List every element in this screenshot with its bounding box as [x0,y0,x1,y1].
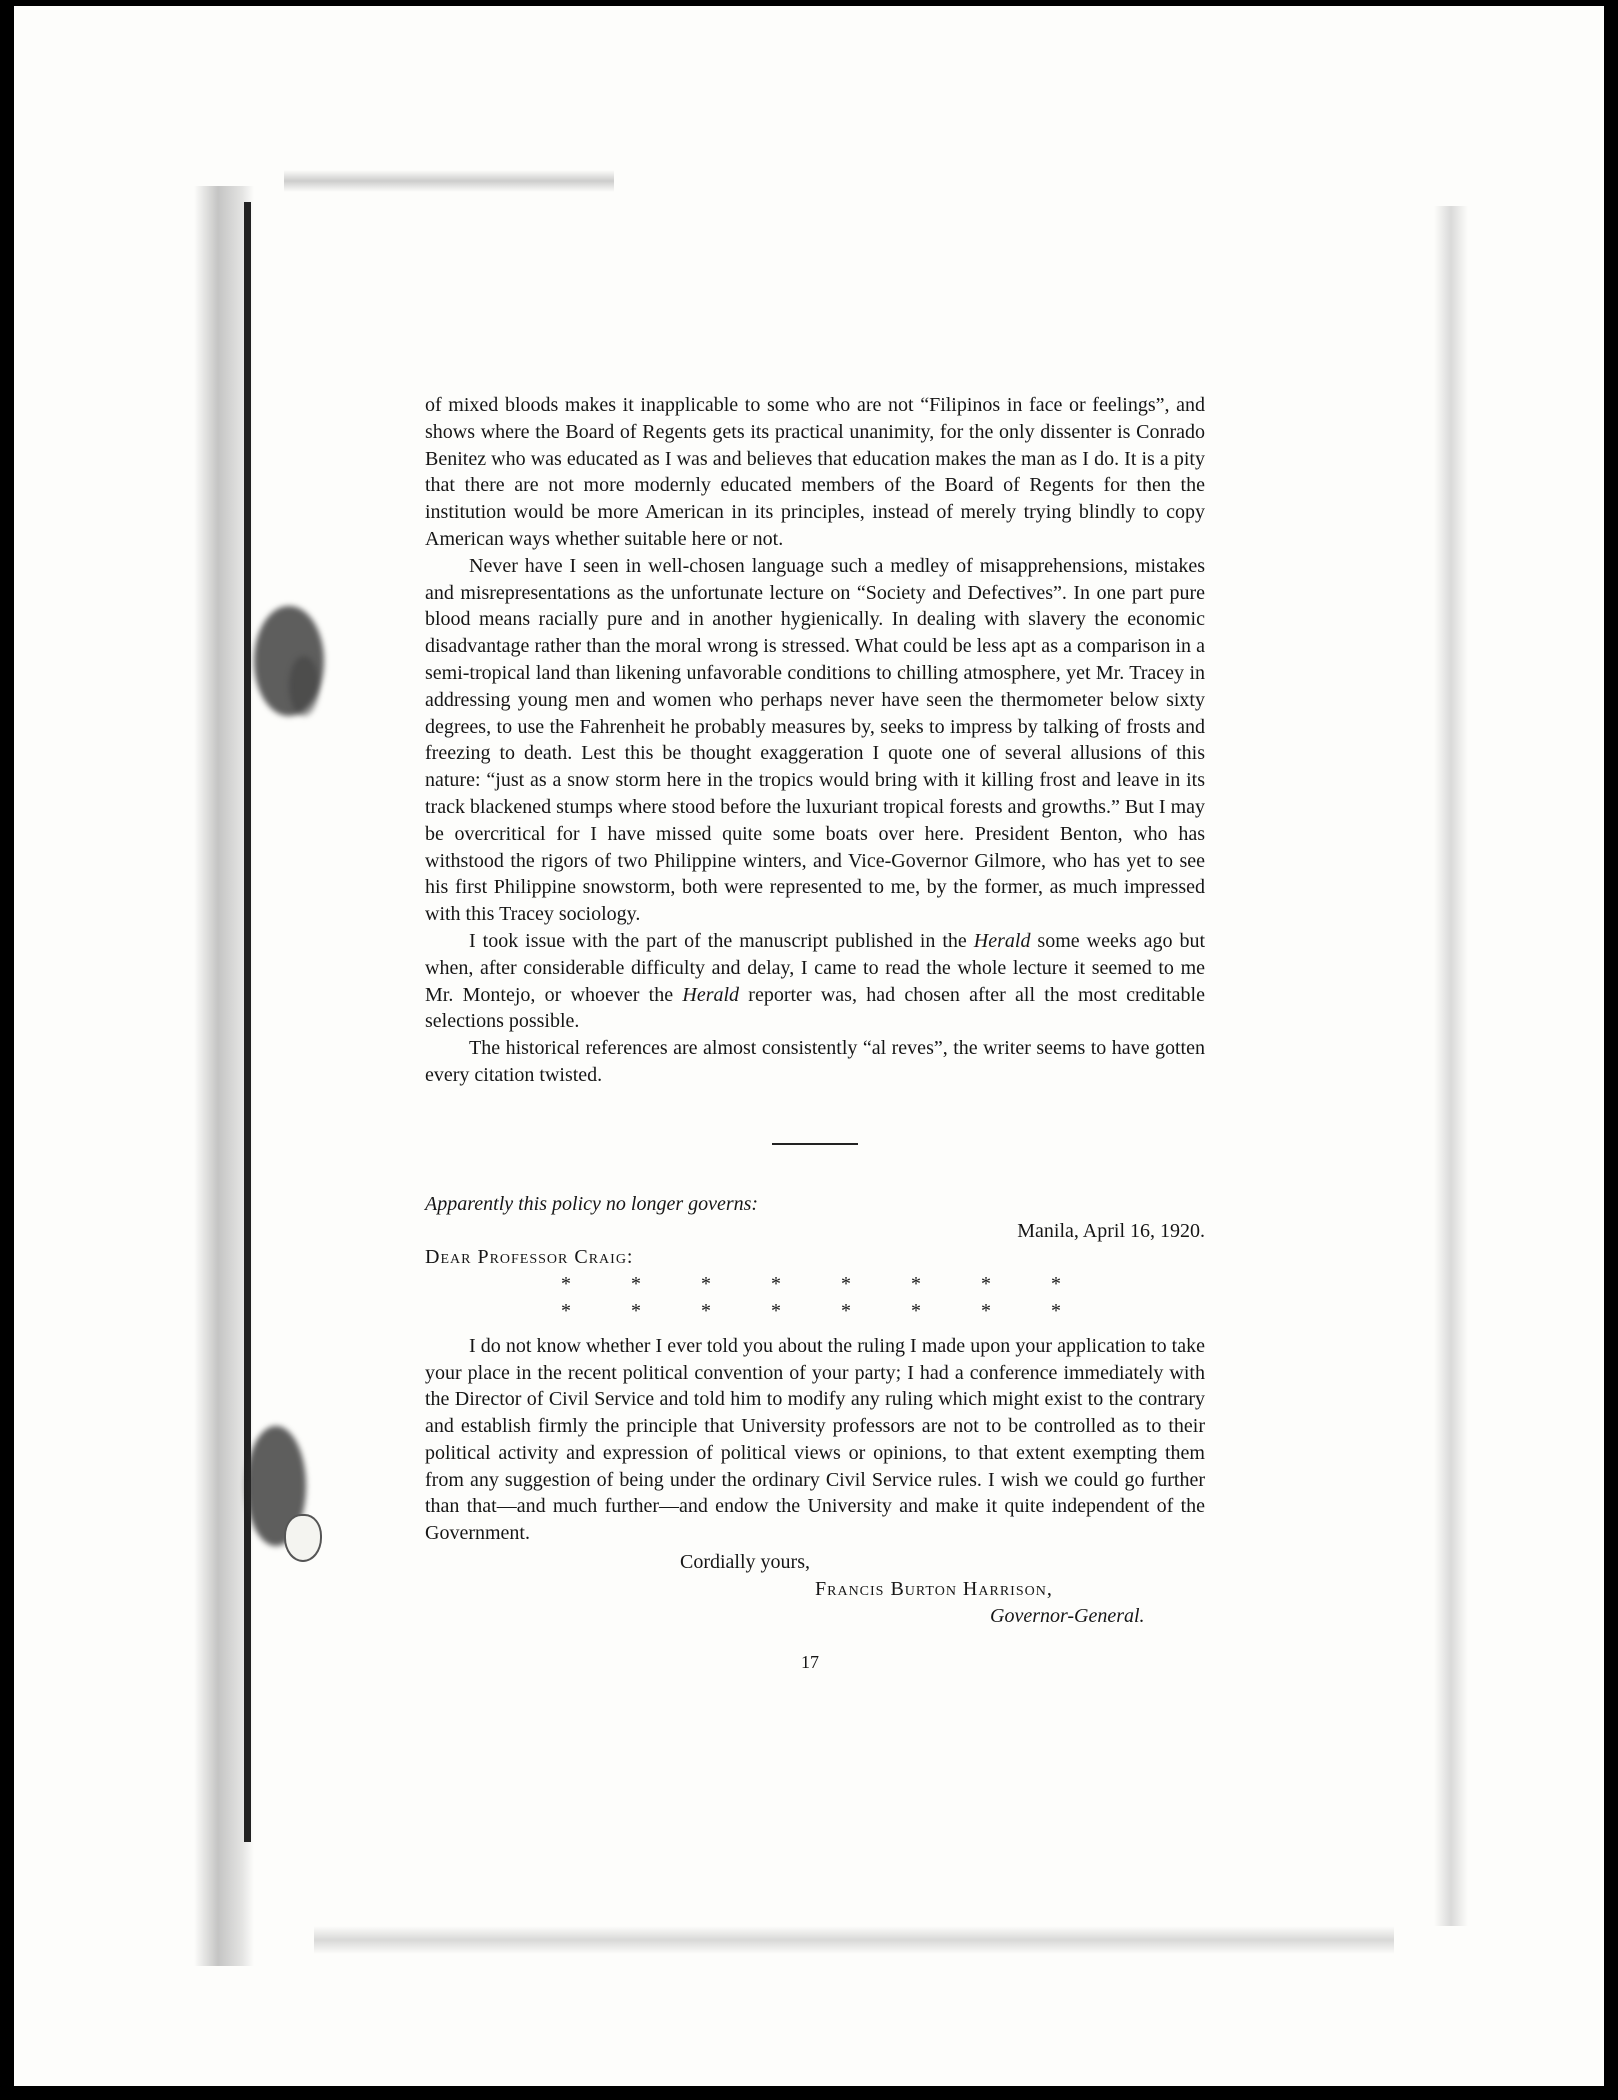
section-separator [772,1143,858,1145]
ellipsis-stars-row-2 [425,1298,1205,1325]
star: * [911,1273,921,1296]
paragraph-3-text-a: I took issue with the part of the manuscript published in the [469,929,974,952]
star: * [631,1273,641,1296]
letter-intro: Apparently this policy no longer governs: [425,1192,759,1215]
paragraph-4: The historical references are almost consistently “al reves”, the writer seems to have gotten every citation twisted. [425,1037,1205,1086]
paragraph-3-text-b: some weeks ago but when, after considerable difficulty and delay, I came to read the whole lecture it seemed to me Mr. Montejo, or whoever the [425,929,1205,1006]
paragraph-3 [425,928,1205,1035]
star: * [771,1273,781,1296]
paragraph-3-text-c: reporter was, had chosen after all the most creditable selections possible. [425,983,1205,1033]
scan-smudge-bottom [314,1926,1394,1954]
letter-closing: Cordially yours, [680,1551,810,1574]
star: * [841,1299,851,1322]
star: * [561,1299,571,1322]
star: * [841,1273,851,1296]
ellipsis-stars-row-1 [425,1271,1205,1298]
star: * [1051,1299,1061,1322]
star: * [981,1273,991,1296]
star: * [981,1299,991,1322]
herald-italic: Herald [682,983,740,1006]
star: * [631,1299,641,1322]
star: * [911,1299,921,1322]
scan-smudge-top [284,170,614,192]
herald-italic: Herald [973,929,1031,952]
paragraph-1: of mixed bloods makes it inapplicable to some who are not “Filipinos in face or feelings”, and shows where the Board of Regents gets its practical unanimity, for the only dissenter is Conrado Benitez who was educated as I was and believes that education makes the man as I do. It is a pity that there are not more modernly educated members of the Board of Regents for then the institution would be more American in its principles, instead of merely trying blindly to copy American ways whether suitable here or not. [425,394,1205,550]
letter-signer: Francis Burton Harrison, [815,1577,1053,1600]
star: * [701,1273,711,1296]
star: * [1051,1273,1061,1296]
paragraph-2: Never have I seen in well-chosen language such a medley of misapprehensions, mistakes and misrepresentations as the unfortunate lecture on “Society and Defectives”. In one part pure blood means racially pure and in another hygienically. In dealing with slavery the economic disadvantage rather than the moral wrong is stressed. What could be less apt as a comparison in a semi-tropical land than likening unfavorable conditions to chilling atmosphere, yet Mr. Tracey in addressing young men and women who perhaps never have seen the thermometer below sixty degrees, to use the Fahrenheit he probably measures by, seeks to impress by talking of frosts and freezing to death. Lest this be thought exaggeration I quote one of several allusions of this nature: “just as a snow storm here in the tropics would bring with it killing frost and leave in its track blackened stumps where stood before the luxuriant tropical forests and growths.” But I may be overcritical for I have missed quite some boats over here. President Benton, who has withstood the rigors of two Philippine winters, and Vice-Governor Gilmore, who has yet to see his first Philippine snowstorm, both were represented to me, by the former, as much impressed with this Tracey sociology. [425,554,1205,926]
letter-body: I do not know whether I ever told you about the ruling I made upon your application to take your place in the recent political convention of your party; I had a conference immediately with the Director of Civil Service and told him to modify any ruling which might exist to the contrary and establish firmly the principle that University professors are not to be controlled as to their political activity and expression of political views or opinions, to that extent exempting them from any suggestion of being under the ordinary Civil Service rules. I wish we could go further than that—and much further—and endow the University and make it quite independent of the Government. [425,1334,1205,1545]
star: * [771,1299,781,1322]
scan-shadow-right [1434,206,1468,1926]
letter-signer-title: Governor-General. [990,1604,1145,1627]
page-body [425,392,1205,1676]
ink-blot [289,656,319,716]
page-number: 17 [801,1652,819,1673]
star: * [561,1273,571,1296]
stain-mark [284,1514,322,1562]
star: * [701,1299,711,1322]
letter-dateline: Manila, April 16, 1920. [1017,1219,1205,1242]
letter-salutation: Dear Professor Craig: [425,1246,634,1269]
binding-edge-rule [244,202,251,1842]
